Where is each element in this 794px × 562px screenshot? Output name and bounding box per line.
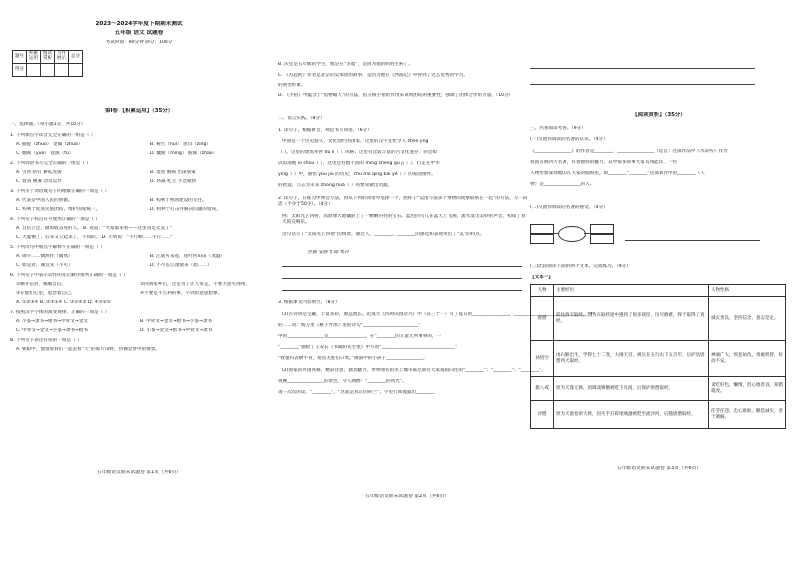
q1-option-b: B. 祷告（huǐ） 惩罚（zǐng） bbox=[150, 142, 211, 147]
score-cell[interactable] bbox=[41, 64, 55, 77]
q8-option-d: D. 《手指》中蕴含了“借物喻人”的写法，借五根手指的作用来说明团结的重要性，强调了团体合作的力量。（10分） bbox=[278, 93, 514, 98]
table-cell: 由石猴出生，学得七十二变，大闹天宫，被压在五行山下五百年，后护送唐僧西天取经。 bbox=[554, 341, 709, 377]
table-row bbox=[531, 401, 786, 429]
table-row bbox=[531, 297, 786, 341]
practice-q2-words: 热闹 安静 忙碌 寒冷 bbox=[308, 250, 350, 255]
q8-option-b: B. 沃克是五年级的学生，他是在“圣诞”，是因为他的妈妈生病了。 bbox=[278, 62, 413, 67]
q8-option-a: A. 朝阳中，他领着我们一起去看“天”的那片田野，仿佛是梦中的情景。 bbox=[16, 347, 160, 352]
exam-info: 考试时间：90分钟 满分：100分 bbox=[105, 40, 173, 45]
practice-q1-line-2: （ ）。这里的建筑举世 dú lì（ ）风格；这里有比较丰富的古文化遗存，你会如 bbox=[278, 150, 437, 155]
score-header: 积累运用 bbox=[27, 51, 41, 64]
q1-option-a: A. 捕捉（zhuō） 金镯（zhuó） bbox=[16, 142, 83, 147]
practice-q3-line-7: 夜晚________________的景色，令人陶醉：“________的风光”。 bbox=[278, 379, 407, 384]
q8-option-c: C. 《苏起阿》作者是北京的吴承恩的故事，是因为他在《西游记》中得到了这么优秀的学习。 bbox=[278, 73, 468, 78]
question-1: 1. 下列加点字读音完全正确的一组是（ ） bbox=[10, 133, 96, 138]
reading-q3: (三)比较阅读下面的两个文本，完成练习。（9分） bbox=[530, 264, 631, 269]
reading-q1: (一)交流你阅读的名著的认识。（4分） bbox=[530, 137, 608, 142]
answer-line[interactable] bbox=[282, 290, 522, 291]
question-8: 8. 下列句子表达有误的一项是（ ） bbox=[10, 338, 82, 343]
q4-option-cd: C. 大厦倒了，后来又立起来了，不同的。 D. 小明说：“不行啊……不行……” bbox=[16, 235, 173, 240]
practice-q3-line-4: “________”描绘了王安石《书湖阴先生壁》中写的“________________________________” bbox=[278, 345, 458, 350]
table-cell: 神通广大，疾恶如仇，勇敢机智，好动不安。 bbox=[709, 341, 786, 377]
diagram-box bbox=[590, 234, 614, 244]
q7-option-c: C. 甲骨文→金文→小篆→隶书→楷书 bbox=[16, 328, 89, 333]
page-2-footer: 五年级语文期末试题卷 第2页（共6页） bbox=[364, 494, 450, 499]
answer-line[interactable] bbox=[530, 68, 755, 69]
practice-q2: 2. 读句子，在练习中体会写法，再从下列的词语中选择一个，照样子“运用写法多个事物的现象联系在一起”的方法，写一段话（不少于50字）。（4分） bbox=[278, 196, 528, 207]
q3-option-b: B. 构利于祖国建设的交往。 bbox=[150, 198, 207, 203]
practice-q1-line-1: 中国是一个历史悠久，文化灿烂的国家。这里的汉字文化令人 zhèn jīng bbox=[282, 139, 429, 144]
table-cell: 原为天庭卷帘大将，因失手打碎琉璃盏被贬至流沙河，后随唐僧取经。 bbox=[554, 401, 709, 429]
table-cell: 唐僧 bbox=[531, 297, 554, 341]
table-cell: 诚实善良，坚持信念，意志坚定。 bbox=[709, 297, 786, 341]
diagram-box bbox=[530, 234, 554, 244]
question-intro: 一、选择题。（每小题1分，共10分） bbox=[10, 122, 86, 127]
q2-option-d: D. 将减 屹立 手急眼快 bbox=[150, 179, 197, 184]
practice-q3-line-8: 请一次次的读，“________”，“这就是真正的荷兰”；字里行间流露出________ bbox=[278, 390, 435, 395]
question-3: 3. 下列关于词语或句子的理解正确的一项是（ ） bbox=[10, 189, 110, 194]
q2-option-a: A. 引咎 斩钉 耕耘先铸 bbox=[16, 170, 62, 175]
q7-option-a: A. 小篆→隶书→楷书→甲骨文→金文 bbox=[16, 319, 88, 324]
question-7: 7. 按照汉字字体的演变规律，正确的一项是（ ） bbox=[10, 310, 110, 315]
q6-item-2: ②回到家乡后，这是为了让人带走，不要大意失荆州。 bbox=[140, 282, 250, 287]
question-4: 4. 下列句子标点符号使用正确的一项是（ ） bbox=[10, 217, 100, 222]
q5-option-b: B. 江南可采莲，莲叶何田田（茂盛） bbox=[150, 254, 225, 259]
q7-option-b: B. 甲骨文→金文→楷书→小篆→隶书 bbox=[140, 319, 213, 324]
reading-q1-line-2: 我国古典四大名著，有着独特的魅力，其中很多故事大家耳熟能详，一些 bbox=[530, 160, 678, 165]
page-1 bbox=[10, 0, 268, 562]
practice-q2-text: 这句话写了“太阳光芒四射”的情景，通过人、________、________的感觉和表现突出了“美”的特点。 bbox=[282, 232, 485, 237]
table-cell: 沙僧 bbox=[531, 401, 554, 429]
practice-q1-line-3: 饥似渴地 xī shōu（ ），这里还有数不清的 míng shèng gǔ jì（ ）。行走在中华 bbox=[278, 161, 440, 166]
reading-q1-line-4: 物）是________________的人。 bbox=[530, 182, 595, 187]
score-header: 习作展示 bbox=[55, 51, 69, 64]
table-cell: 孙悟空 bbox=[531, 341, 554, 377]
exam-subtitle: 五年级 语文 试题卷 bbox=[114, 30, 164, 36]
table-header: 人物性格 bbox=[709, 285, 786, 297]
q6-item-3: ③在他们心里，思念着自己。 bbox=[16, 291, 76, 296]
page-3-footer: 五年级语文期末试题卷 第3页（共6页） bbox=[616, 466, 702, 471]
q3-option-a: A. 代表是中国人民的骄傲。 bbox=[16, 198, 73, 203]
table-header: 人物 bbox=[531, 285, 554, 297]
diagram-box bbox=[590, 224, 614, 234]
table-cell: 原为天蓬元帅，因调戏嫦娥被贬下凡间，后保护唐僧取经。 bbox=[554, 377, 709, 401]
reading-q2: (二)交流你阅读的名著的感受。（4分） bbox=[530, 205, 608, 210]
section-2-title: 二、语言实践。（8分） bbox=[278, 116, 325, 121]
score-header: 阅读赏析 bbox=[41, 51, 55, 64]
section-1-title: 第Ⅰ卷 【积累运用】（35分） bbox=[105, 108, 173, 114]
question-5: 5. 下列诗句中加点字解释不正确的一项是（ ） bbox=[10, 245, 105, 250]
score-header: 题号 bbox=[13, 51, 27, 64]
question-6: 6. 下列句子中表示动作的先后顺序排列正确的一项是（ ） bbox=[10, 273, 128, 278]
table-cell: 任劳任怨，忠心耿耿，勤恳诚实，善于调解。 bbox=[709, 401, 786, 429]
diagram-box bbox=[530, 224, 554, 234]
practice-q2-example: 例：太阳光芒四射，高原像大地镶嵌上了一颗颗闪亮的宝石。蓝色的鸟儿在蓝天上飞翔，流水发出美妙的声音，构成了春天的交响乐。 bbox=[282, 214, 526, 225]
score-cell[interactable] bbox=[27, 64, 41, 77]
diagram-center-ellipse bbox=[558, 226, 586, 242]
q5-option-c: C. 如是者，诚宜先（不可） bbox=[16, 263, 73, 268]
table-row bbox=[531, 341, 786, 377]
practice-q1-line-4: yīng（ ）中，感悟 yōu jiǔ 的历史；chù mō qīng bái yè（ ）的家国情怀。 bbox=[278, 172, 436, 177]
answer-line[interactable] bbox=[282, 266, 522, 267]
q8-option-c-cont: 的典型形象。 bbox=[278, 83, 306, 88]
table-cell: 前往西天取经，因为在取经途中遇到了很多妖怪，历尽磨难，终于取得了真经。 bbox=[554, 297, 709, 341]
answer-line[interactable] bbox=[282, 278, 522, 279]
diagram-connector bbox=[584, 233, 590, 234]
practice-q1: 1. 读句子，根据拼音，规范书写词语。（6分） bbox=[278, 128, 372, 133]
practice-q3-line-1: (1)古诗词是宝藏，丰富多彩，源远流长。范成大《四时田园杂兴》中（其三十一）写了夏日的________________，________________________________”中 bbox=[282, 312, 595, 317]
section-3-title: 三、名著阅读考查。（9分） bbox=[530, 126, 586, 131]
score-row-label: 得分 bbox=[13, 64, 27, 77]
score-header: 总分 bbox=[69, 51, 83, 64]
q2-option-c: C. 督查 刚兼 动员运作 bbox=[16, 179, 62, 184]
practice-q3-line-6: (2)国家的外国风格，精彩诗意，独具魅力。世界闻名的水上城市威尼斯有大家都很向往的“________”；“________”；“________”。 bbox=[282, 368, 547, 373]
q4-option-ab: A. 自信立足，做勇敢奋进的人。 B. 说道：“大家都来看——这里真是太美了” bbox=[16, 226, 173, 231]
reading-q1-line-1: 《________________》的作者是________，________________（选自）这部作品中《水浒传》作为 bbox=[530, 149, 728, 154]
q7-option-d: D. 小篆→金文→楷书→甲骨文→隶书 bbox=[140, 328, 213, 333]
q1-option-c: C. 翻阅（yuè） 抚摸（fǔ） bbox=[16, 151, 74, 156]
exam-title: 2023～2024学年度下期期末测试 bbox=[95, 21, 183, 27]
page-1-footer: 五年级语文期末试题卷 第1页（共6页） bbox=[96, 470, 182, 475]
reading-q1-line-3: 人物形象深刻地印在大家的脑海里。如________“________”这部著作中的________（人 bbox=[530, 171, 705, 176]
q3-option-d: D. 构利于打击并解决问题的错误。 bbox=[150, 207, 221, 212]
q6-options: A. ①②③④ B. ②③①④ C. ③①④② D. ④③②① bbox=[16, 300, 111, 305]
q1-option-d: D. 麋鹿（míng） 熊熊（zhāo） bbox=[150, 151, 218, 156]
q2-option-b: B. 遥望 嬉闹 出谋划策 bbox=[150, 170, 196, 175]
diagram-connector bbox=[552, 233, 558, 234]
answer-line[interactable] bbox=[625, 240, 760, 241]
question-2: 2. 下列词语书写完全正确的一组是（ ） bbox=[10, 161, 91, 166]
character-table bbox=[530, 284, 786, 429]
text-1-label: 【文本一】 bbox=[530, 275, 553, 280]
score-cell[interactable] bbox=[69, 64, 83, 77]
practice-q3-line-3: 中的________________是________________。在“________的儿童无所事事的，一 bbox=[278, 334, 442, 339]
score-cell[interactable] bbox=[55, 64, 69, 77]
page-3 bbox=[530, 0, 788, 562]
q6-item-4: ④不要是不吉利的事，字词的意思想象。 bbox=[140, 291, 223, 296]
practice-q3-line-2: 的……说：杨万里《稚子弄冰》里的诗句“________________________” bbox=[278, 323, 421, 328]
score-table bbox=[12, 50, 83, 77]
table-cell: 贪吃好色，懒惰，但心地善良，知错就改。 bbox=[709, 377, 786, 401]
section-reading-title: 【阅读赏析】（35分） bbox=[632, 112, 686, 118]
practice-q3: 3. 根据课文内容填空。（8分） bbox=[278, 300, 340, 305]
q6-item-1: ①撕开信封，佩服自信。 bbox=[16, 282, 67, 287]
q5-option-d: D. 不尽长江滚滚来（指……） bbox=[150, 263, 212, 268]
q5-option-a: A. 锦字……偶然作（偶然） bbox=[16, 254, 73, 259]
table-header: 主要经历 bbox=[554, 285, 709, 297]
q3-option-c: C. 构利于促进民族团结，维护国家统一。 bbox=[16, 207, 101, 212]
table-row bbox=[531, 377, 786, 401]
answer-line[interactable] bbox=[530, 84, 755, 85]
practice-q1-line-5: 的智慧，立志为未来 zhōng huá（ ）的繁荣做出贡献。 bbox=[278, 183, 393, 188]
table-cell: 猪八戒 bbox=[531, 377, 554, 401]
practice-q3-line-5: “牧童归去横牛背，短笛无腔信口吹。”画面中的小孩子________________。 bbox=[278, 356, 428, 361]
